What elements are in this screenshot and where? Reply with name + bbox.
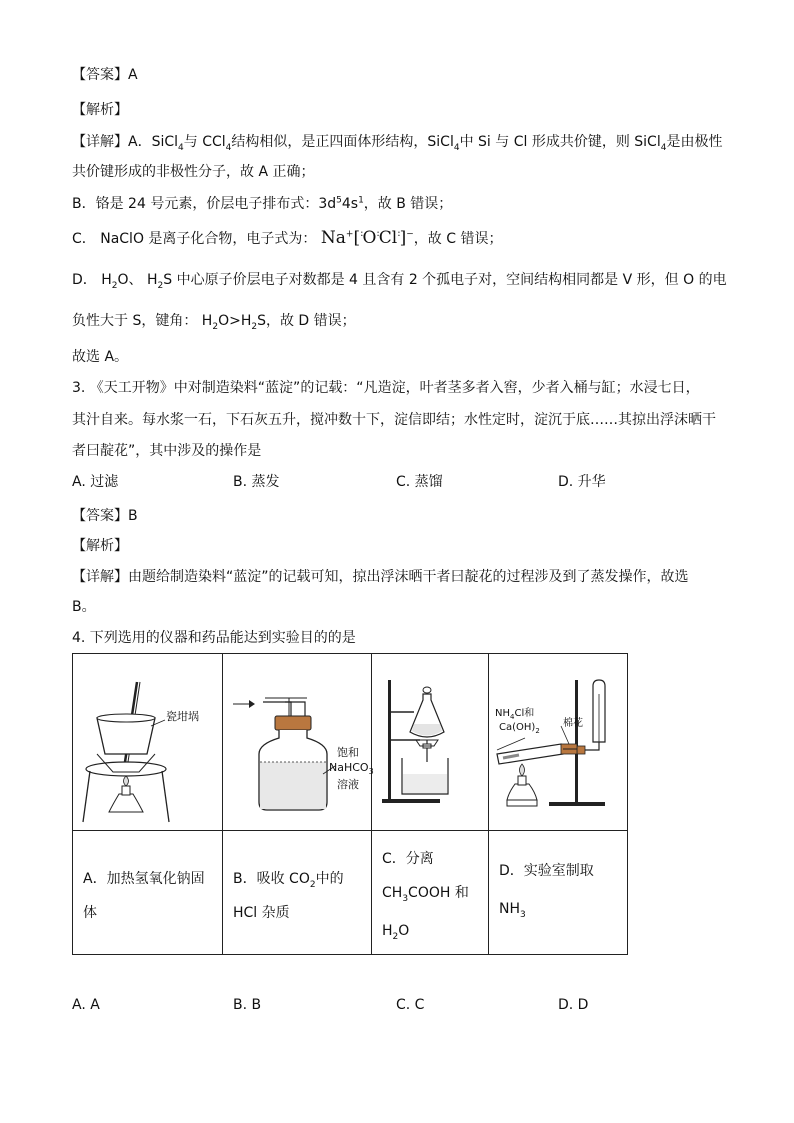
q3-option-a: A. 过滤 [72, 474, 119, 490]
option-b-cell [223, 831, 372, 955]
q2-option-a-line1: 【详解】A．SiCl$_4$与 CCl$_4$结构相似，是正四面体形结构，SiCl$_4$中 Si 与 Cl 形成共价键，则 SiCl$_4$是由极性 [72, 134, 723, 153]
cotton-label: 棉花 [563, 718, 583, 729]
nh4cl-label: $NH_4Cl$和 [495, 708, 535, 721]
apparatus-d-cell [489, 654, 628, 831]
answer-tag: 【答案】 [72, 67, 128, 83]
q3-stem-line1: 3. 《天工开物》中对制造染料“蓝淀”的记载：“凡造淀，叶者茎多者入窖，少者入桶与缸；水浸七日， [72, 380, 700, 396]
option-c-text-line2: $CH_3COOH$ 和 [382, 885, 469, 904]
detail-tag: 【详解】 [72, 134, 128, 150]
option-b-text-line1: B．吸收 $CO_2$中的 [233, 871, 344, 890]
q3-detail-line2: B。 [72, 599, 96, 615]
option-a-text-line1: A．加热氢氧化钠固 [83, 871, 205, 887]
option-a-text-line2: 体 [83, 905, 97, 921]
option-b-text-line2: HCl 杂质 [233, 905, 290, 921]
q2-option-a-line2: 共价键形成的非极性分子，故 A 正确； [72, 164, 315, 180]
gas-washing-bottle-figure [223, 654, 374, 830]
apparatus-b-cell [223, 654, 372, 831]
answer-tag: 【答案】 [72, 508, 128, 524]
q2-conclusion: 故选 A。 [72, 349, 129, 365]
q3-option-b: B. 蒸发 [233, 474, 280, 490]
apparatus-a-cell [73, 654, 223, 831]
q2-analysis-tag: 【解析】 [72, 102, 128, 118]
q4-option-c: C. C [396, 997, 425, 1013]
q3-option-d: D. 升华 [558, 474, 606, 490]
saturated-label: 饱和 [337, 746, 359, 759]
option-c-text-line1: C．分离 [382, 851, 434, 867]
crucible-heating-figure [73, 654, 222, 830]
apparatus-c-cell [372, 654, 489, 831]
q2-answer-line [72, 65, 138, 85]
crucible-label: 瓷坩埚 [166, 710, 199, 723]
ammonia-preparation-figure [489, 654, 627, 830]
q3-stem-line3: 者曰靛花”，其中涉及的操作是 [72, 443, 262, 459]
answer-value: B [128, 508, 138, 524]
q2-option-d-line2: 负性大于 S，键角： $H_2O>H_2S$，故 D 错误； [72, 313, 356, 332]
q3-stem-line2: 其汁自来。每水浆一石，下石灰五升，搅冲数十下，淀信即结；水性定时，淀沉于底……其掠出浮沫晒干 [72, 412, 716, 428]
q4-option-d: D. D [558, 997, 589, 1013]
q2-option-b-line: B．铬是 24 号元素，价层电子排布式：$3d^54s^1$，故 B 错误； [72, 195, 453, 212]
caoh2-label: $Ca(OH)_2$ [499, 722, 540, 735]
option-a-cell [73, 831, 223, 955]
option-c-cell [372, 831, 489, 955]
solution-label: 溶液 [337, 778, 359, 791]
option-c-text-line3: $H_2O$ [382, 923, 410, 942]
q3-option-c: C. 蒸馏 [396, 474, 443, 490]
q4-stem: 4. 下列选用的仪器和药品能达到实验目的的是 [72, 630, 356, 646]
option-d-text-line1: D．实验室制取 [499, 863, 594, 879]
q3-detail-line1: 【详解】由题给制造染料“蓝淀”的记载可知，掠出浮沫晒干者曰靛花的过程涉及到了蒸发操作，故选 [72, 569, 689, 585]
q3-answer-line [72, 506, 138, 526]
naclo-electron-formula: Na+[:O:Cl:]− [320, 228, 414, 248]
q3-analysis-tag: 【解析】 [72, 538, 128, 554]
q2-option-d-line1: D． $H_2O$、 $H_2S$ 中心原子价层电子对数都是 4 且含有 2 个孤电子对，空间结构相同都是 V 形，但 O 的电 [72, 272, 727, 291]
nahco3-label: NaHCO$_3$ [329, 761, 374, 776]
q4-option-b: B. B [233, 997, 262, 1013]
q4-option-a: A. A [72, 997, 100, 1013]
option-d-cell [489, 831, 628, 955]
q2-option-c-line: C． NaClO 是离子化合物，电子式为： Na+[:O:Cl:]−，故 C 错误； [72, 228, 503, 248]
option-d-text-line2: $NH_3$ [499, 901, 526, 920]
separatory-funnel-figure [372, 654, 488, 830]
q4-apparatus-table [72, 653, 628, 955]
answer-value: A [128, 67, 138, 83]
